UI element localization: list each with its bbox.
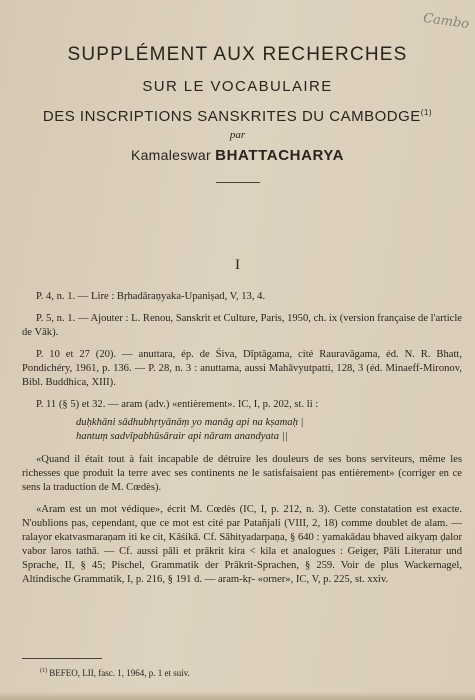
entry-translation: «Quand il était tout à fait incapable de détruire les douleurs de ses bons serviteurs, même les richesses que produit la terre avec ses continents ne le satisfaisaient pas entièrement» (corriger en ce sens la traduction de M. Cœdès).: [22, 454, 462, 493]
verse-line-1: duḥkhāni sādhubhṛtyānāṃ yo manāg api na kṣamaḥ |: [76, 417, 304, 428]
entry-aram-vedic: «Aram est un mot védique», écrit M. Cœdès (IC, I, p. 212, n. 3). Cette constatation est exacte. N'oublions pas, cependant, que ce mot est cité par Patañjali (VIII, 2, 18) comme doublet de alam. — ralayor ekatvasmaraṇam iti ke cit, Kāśikā. Cf. Sāhityadarpaṇa, § 640 : yamakādau bhaved aikyaṃ ḍalor vabor laros tathā. — Cf. aussi pāli et prākrit kira < kila et analogues : Geiger, Pāli Literatur und Sprache, II, § 45; Pischel, Grammatik der Prākrit-Sprachen, § 259. Voir de plus Wackernagel, Altindische Grammatik, I, p. 216, § 191 d. — aram-kṛ- «orner», IC, V, p. 225, st. xxiv.: [22, 504, 462, 585]
footnote: [40, 668, 460, 678]
title-line-3: [0, 108, 475, 125]
byline-par: par: [229, 129, 246, 141]
author-name: [0, 147, 475, 164]
footnote-text: BEFEO, LII, fasc. 1, 1964, p. 1 et suiv.: [49, 668, 190, 678]
title-divider: [216, 182, 260, 183]
handwritten-margin-note: Cambo: [421, 10, 470, 33]
author-last-name: BHATTACHARYA: [215, 147, 345, 164]
entry-p10: P. 10 et 27 (20). — anuttara, ép. de Śiva, Dīptāgama, cité Rauravāgama, éd. N. R. Bhatt, Pondichéry, 1961, p. 136. — P. 28, n. 3 : anuttama, aussi Mahāvyutpatti, 128, 3 (éd. Minaeff-Mironov, Bibl. Buddhica, XIII).: [22, 349, 462, 388]
title-line-2: SUR LE VOCABULAIRE: [142, 78, 333, 95]
title-block: [0, 44, 475, 183]
page-edge-shadow: [0, 692, 475, 700]
title-line-1: SUPPLÉMENT AUX RECHERCHES: [67, 44, 408, 65]
entry-p5: P. 5, n. 1. — Ajouter : L. Renou, Sanskrit et Culture, Paris, 1950, ch. ix (version française de l'article de Vāk).: [22, 313, 462, 338]
footnote-mark: (1): [40, 668, 47, 674]
body-text: [22, 290, 462, 595]
entry-p4: P. 4, n. 1. — Lire : Bṛhadāraṇyaka-Upaniṣad, V, 13, 4.: [36, 291, 266, 302]
section-number: I: [235, 257, 240, 273]
footnote-divider: [22, 658, 102, 659]
verse-line-2: hantuṃ sadvīpabhūsārair api nāram anandyata ||: [76, 431, 288, 442]
title-footnote-mark: (1): [420, 108, 433, 117]
author-first-name: Kamaleswar: [130, 147, 211, 163]
sanskrit-verse: [76, 416, 462, 444]
title-line-3-text: DES INSCRIPTIONS SANSKRITES DU CAMBODGE: [42, 108, 421, 125]
entry-p11: P. 11 (§ 5) et 32. — aram (adv.) «entièrement». IC, I, p. 202, st. li :: [36, 399, 319, 410]
